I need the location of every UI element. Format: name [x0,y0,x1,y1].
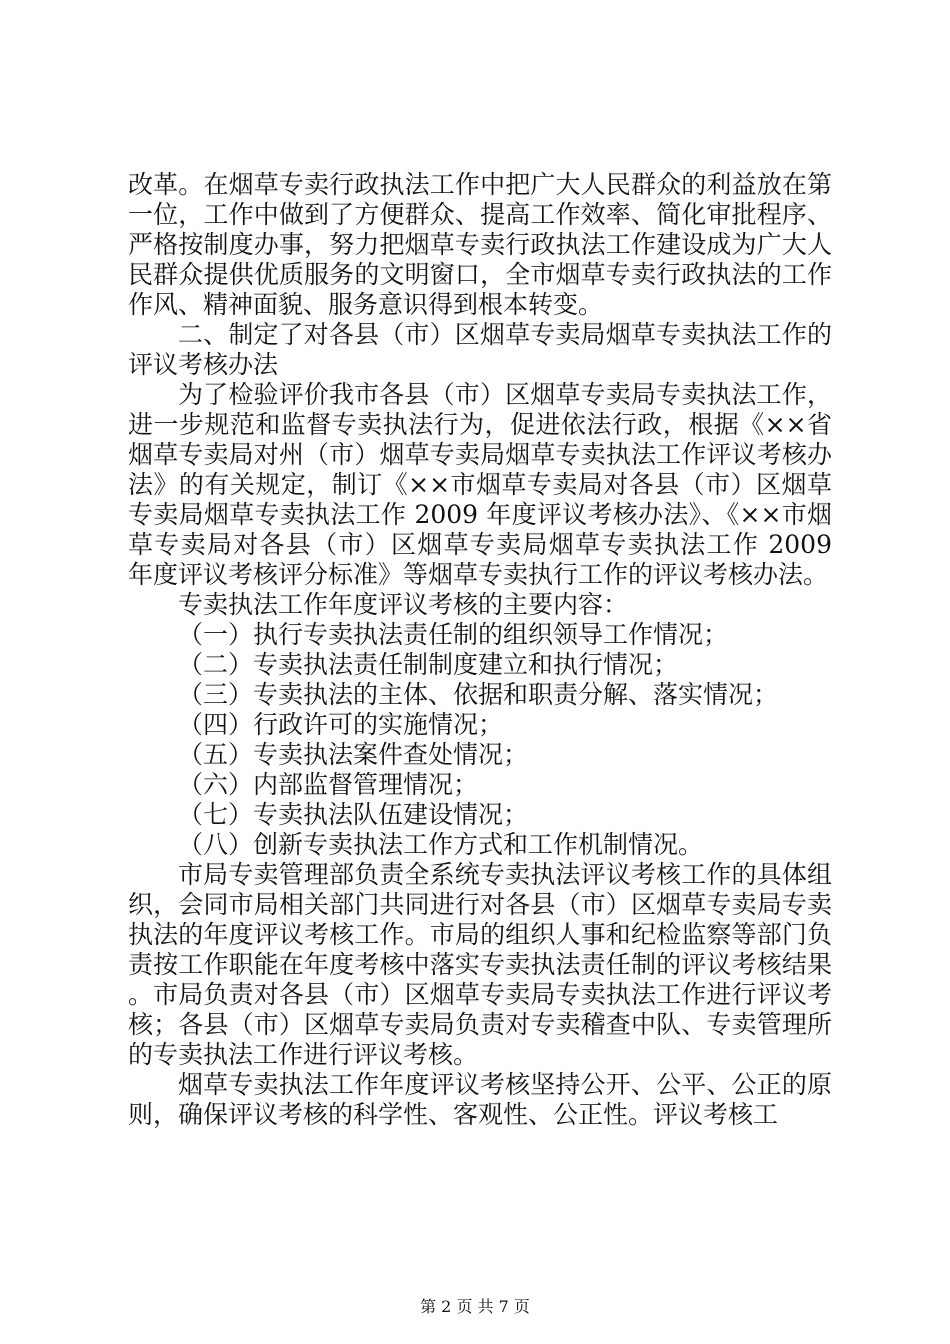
list-item: （四）行政许可的实施情况； [178,710,504,739]
page-footer: 第 2 页 共 7 页 [420,1297,530,1316]
paragraph-principles: 烟草专卖执法工作年度评议考核坚持公开、公平、公正的原则，确保评议考核的科学性、客观性、公正性。评议考核工 [128,1070,832,1129]
paragraph-responsibilities: 市局专卖管理部负责全系统专卖执法评议考核工作的具体组织，会同市局相关部门共同进行对各县（市）区烟草专卖局专卖执法的年度评议考核工作。市局的组织人事和纪检监察等部门负责按工作职能在年度考核中落实专卖执法责任制的评议考核结果。市局负责对各县（市）区烟草专卖局专卖执法工作进行评议考核；各县（市）区烟草专卖局负责对专卖稽查中队、专卖管理所的专卖执法工作进行评议考核。 [128,860,832,1069]
section-heading-evaluation-method: 二、制定了对各县（市）区烟草专卖局烟草专卖执法工作的评议考核办法 [128,320,832,379]
list-item: （二）专卖执法责任制制度建立和执行情况； [178,650,679,679]
document-body [128,170,832,1130]
paragraph-reform-conclusion: 改革。在烟草专卖行政执法工作中把广大人民群众的利益放在第一位，工作中做到了方便群众、提高工作效率、简化审批程序、严格按制度办事，努力把烟草专卖行政执法工作建设成为广大人民群众提供优质服务的文明窗口，全市烟草专卖行政执法的工作作风、精神面貌、服务意识得到根本转变。 [128,170,832,319]
list-item: （七）专卖执法队伍建设情况； [178,800,529,829]
paragraph-evaluation-purpose: 为了检验评价我市各县（市）区烟草专卖局专卖执法工作，进一步规范和监督专卖执法行为，促进依法行政，根据《××省烟草专卖局对州（市）烟草专卖局烟草专卖执法工作评议考核办法》的有关规定，制订《××市烟草专卖局对各县（市）区烟草专卖局烟草专卖执法工作 2009 年度评议考核办法》、《××市烟草专卖局对各县（市）区烟草专卖局烟草专卖执法工作 2009 年度评议考核评分标准》等烟草专卖执行工作的评议考核办法。 [128,380,832,589]
list-item: （一）执行专卖执法责任制的组织领导工作情况； [178,620,729,649]
list-item: （八）创新专卖执法工作方式和工作机制情况。 [178,830,704,859]
paragraph-main-content-intro: 专卖执法工作年度评议考核的主要内容： [178,590,629,619]
list-item: （六）内部监督管理情况； [178,770,479,799]
list-item: （三）专卖执法的主体、依据和职责分解、落实情况； [178,680,779,709]
evaluation-content-list [128,620,832,860]
list-item: （五）专卖执法案件查处情况； [178,740,529,769]
